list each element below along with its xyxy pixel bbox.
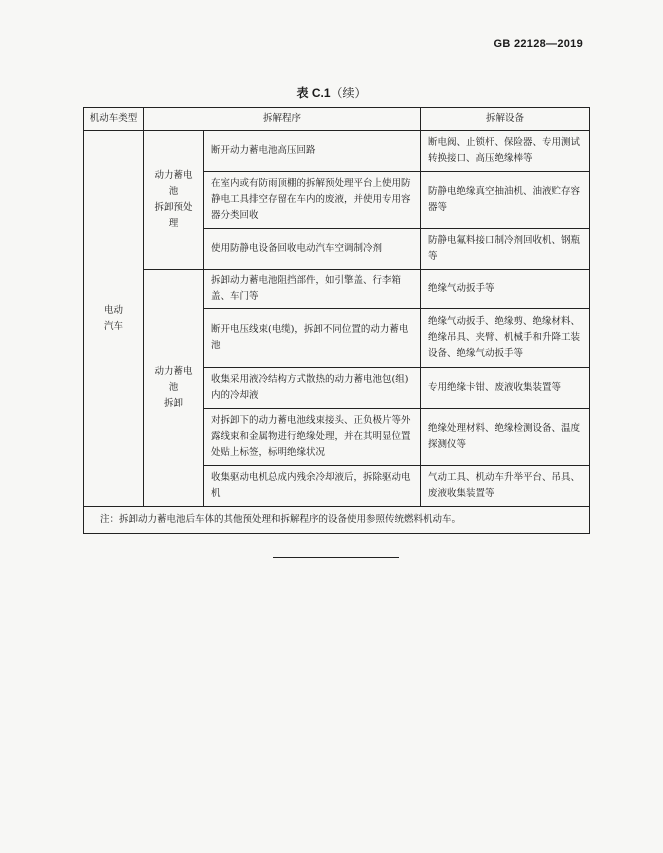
equipment-cell: 防静电绝缘真空抽油机、油液贮存容器等 — [421, 172, 590, 229]
equipment-cell: 断电阀、止锁杆、保险器、专用测试转换接口、高压绝缘棒等 — [421, 131, 590, 172]
vehicle-type-line-2: 汽车 — [103, 320, 123, 332]
vehicle-type-line-1: 电动 — [103, 304, 123, 316]
procedure-cell: 收集采用液冷结构方式散热的动力蓄电池包(组)内的冷却液 — [204, 368, 421, 409]
note-row — [84, 507, 590, 534]
table-row — [84, 131, 590, 172]
equipment-cell: 专用绝缘卡钳、废液收集装置等 — [421, 368, 590, 409]
table-caption — [0, 84, 663, 101]
procedure-cell: 对拆卸下的动力蓄电池线束接头、正负极片等外露线束和金属物进行绝缘处理，并在其明显位置处贴上标签，标明绝缘状况 — [204, 409, 421, 466]
disassembly-table — [83, 107, 590, 534]
equipment-cell: 绝缘气动扳手等 — [421, 270, 590, 309]
procedure-cell: 拆卸动力蓄电池阻挡部件，如引擎盖、行李箱盖、车门等 — [204, 270, 421, 309]
vehicle-type-cell — [84, 131, 144, 507]
table-row — [84, 270, 590, 309]
table-header-row — [84, 108, 590, 131]
stage-cell-pretreatment — [144, 131, 204, 270]
procedure-cell: 在室内或有防雨顶棚的拆解预处理平台上使用防静电工具排空存留在车内的废液，并使用专用容器分类回收 — [204, 172, 421, 229]
equipment-cell: 绝缘处理材料、绝缘检测设备、温度探测仪等 — [421, 409, 590, 466]
caption-label: 表 C.1 — [296, 86, 331, 100]
table-note: 注：拆卸动力蓄电池后车体的其他预处理和拆解程序的设备使用参照传统燃料机动车。 — [84, 507, 590, 534]
end-rule — [273, 557, 399, 558]
standard-number: GB 22128—2019 — [493, 38, 583, 50]
caption-suffix: （续） — [330, 86, 367, 100]
stage-line: 拆卸预处理 — [154, 202, 193, 229]
stage-line: 动力蓄电池 — [154, 366, 193, 393]
equipment-cell: 绝缘气动扳手、绝缘剪、绝缘材料、绝缘吊具、夹臂、机械手和升降工装设备、绝缘气动扳手等 — [421, 309, 590, 368]
stage-line: 拆卸 — [163, 398, 183, 409]
procedure-cell: 断开动力蓄电池高压回路 — [204, 131, 421, 172]
header-equipment: 拆解设备 — [421, 108, 590, 131]
stage-line: 动力蓄电池 — [154, 170, 193, 197]
equipment-cell: 气动工具、机动车升举平台、吊具、废液收集装置等 — [421, 466, 590, 507]
header-procedure: 拆解程序 — [144, 108, 421, 131]
procedure-cell: 断开电压线束(电缆)，拆卸不同位置的动力蓄电池 — [204, 309, 421, 368]
procedure-cell: 使用防静电设备回收电动汽车空调制冷剂 — [204, 229, 421, 270]
header-vehicle-type: 机动车类型 — [84, 108, 144, 131]
procedure-cell: 收集驱动电机总成内残余冷却液后，拆除驱动电机 — [204, 466, 421, 507]
stage-cell-removal — [144, 270, 204, 507]
equipment-cell: 防静电氟料接口制冷剂回收机、钢瓶等 — [421, 229, 590, 270]
